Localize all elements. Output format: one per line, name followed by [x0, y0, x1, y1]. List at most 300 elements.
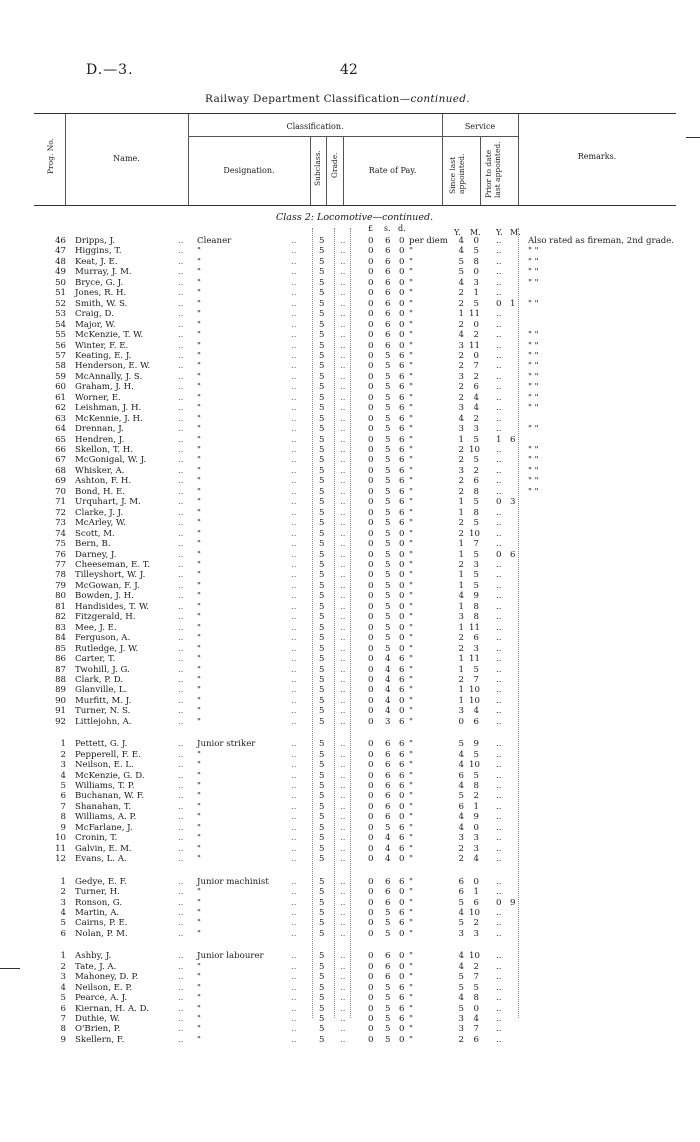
row-name: McArley, W.: [75, 518, 126, 529]
row-designation: ": [197, 833, 201, 844]
row-pay-shillings: 5: [385, 982, 391, 993]
row-pay-shillings: 6: [385, 961, 391, 972]
row-prog-no: 1: [60, 876, 66, 887]
row-service-years: 2: [458, 298, 464, 309]
table-row: [0, 771, 700, 781]
row-pay-shillings: 5: [385, 612, 391, 623]
row-pay-period: ": [409, 413, 413, 424]
row-pay-pence: 6: [399, 445, 405, 455]
row-name: Whisker, A.: [75, 465, 125, 476]
row-designation: Junior labourer: [197, 951, 264, 962]
row-subclass: 5: [319, 887, 325, 897]
row-service-years: 5: [458, 739, 464, 750]
leader-dots: ..: [178, 907, 184, 918]
row-designation: ": [197, 1034, 201, 1045]
row-prior-years: 0: [496, 897, 502, 908]
row-pay-pounds: 0: [368, 559, 374, 570]
leader-dots: ..: [340, 801, 346, 812]
row-service-years: 1: [458, 654, 464, 664]
row-prior-months: 6: [510, 434, 516, 445]
table-row: [0, 351, 700, 361]
row-remarks: " ": [528, 267, 539, 278]
row-designation: ": [197, 497, 201, 508]
row-subclass: 5: [319, 633, 325, 644]
table-row: [0, 529, 700, 539]
leader-dots: ..: [340, 695, 346, 706]
row-pay-shillings: 5: [385, 1014, 391, 1024]
row-subclass: 5: [319, 760, 325, 771]
row-pay-pounds: 0: [368, 319, 374, 330]
row-pay-shillings: 6: [385, 739, 391, 750]
row-pay-shillings: 4: [385, 854, 391, 865]
leader-dots: ..: [340, 298, 346, 309]
row-name: Skellern, F.: [75, 1034, 125, 1045]
row-subclass: 5: [319, 361, 325, 372]
leader-dots: ..: [291, 622, 297, 633]
leader-dots: ..: [340, 539, 346, 549]
table-row: [0, 739, 700, 749]
row-subclass: 5: [319, 664, 325, 675]
row-prior-years: ..: [496, 309, 502, 320]
row-name: Bond, H. E.: [75, 486, 125, 497]
leader-dots: ..: [340, 674, 346, 685]
table-row: [0, 1004, 700, 1014]
row-service-months: 3: [473, 928, 479, 939]
row-pay-period: ": [409, 612, 413, 623]
row-pay-shillings: 5: [385, 434, 391, 445]
table-row: [0, 877, 700, 887]
leader-dots: ..: [178, 330, 184, 340]
row-prog-no: 85: [55, 643, 66, 654]
leader-dots: ..: [178, 812, 184, 823]
leader-dots: ..: [291, 424, 297, 435]
row-prog-no: 11: [55, 843, 66, 854]
row-pay-pence: 6: [399, 716, 405, 727]
row-subclass: 5: [319, 1024, 325, 1035]
leader-dots: ..: [291, 497, 297, 508]
row-name: Keating, E. J.: [75, 350, 132, 361]
row-service-years: 1: [458, 685, 464, 696]
row-prior-years: ..: [496, 1014, 502, 1024]
leader-dots: ..: [178, 267, 184, 278]
leader-dots: ..: [291, 350, 297, 361]
row-prior-years: ..: [496, 1034, 502, 1045]
row-pay-pence: 6: [399, 993, 405, 1004]
row-designation: ": [197, 298, 201, 309]
row-service-months: 10: [469, 445, 480, 455]
page-title-continued: continued.: [410, 93, 470, 105]
row-service-years: 4: [458, 822, 464, 833]
row-prog-no: 4: [60, 770, 66, 781]
row-prior-years: ..: [496, 781, 502, 791]
table-row: [0, 791, 700, 801]
table-row: [0, 706, 700, 716]
row-pay-pence: 0: [399, 706, 405, 717]
row-designation: ": [197, 549, 201, 560]
row-pay-period: per diem: [409, 236, 448, 246]
row-pay-period: ": [409, 309, 413, 320]
row-prog-no: 2: [60, 887, 66, 897]
row-pay-shillings: 5: [385, 570, 391, 581]
row-pay-shillings: 5: [385, 539, 391, 549]
row-subclass: 5: [319, 549, 325, 560]
leader-dots: ..: [291, 392, 297, 403]
row-pay-pounds: 0: [368, 434, 374, 445]
row-prog-no: 91: [55, 706, 66, 717]
row-service-months: 0: [473, 1003, 479, 1014]
leader-dots: ..: [178, 749, 184, 760]
row-pay-pence: 6: [399, 833, 405, 844]
row-pay-shillings: 5: [385, 1034, 391, 1045]
leader-dots: ..: [291, 382, 297, 393]
row-pay-pence: 0: [399, 801, 405, 812]
row-pay-shillings: 5: [385, 601, 391, 612]
row-designation: ": [197, 695, 201, 706]
row-remarks: " ": [528, 277, 539, 288]
row-subclass: 5: [319, 622, 325, 633]
row-subclass: 5: [319, 843, 325, 854]
row-name: Pepperell, F. E.: [75, 749, 141, 760]
leader-dots: ..: [291, 643, 297, 654]
row-pay-shillings: 5: [385, 497, 391, 508]
row-pay-pence: 6: [399, 982, 405, 993]
leader-dots: ..: [178, 674, 184, 685]
row-name: Henderson, E. W.: [75, 361, 151, 372]
row-prior-years: ..: [496, 1003, 502, 1014]
row-name: McAnnally, J. S.: [75, 371, 143, 382]
leader-dots: ..: [291, 465, 297, 476]
table-row: [0, 570, 700, 580]
leader-dots: ..: [178, 340, 184, 351]
unit-years-prior: Y.: [496, 228, 503, 237]
row-subclass: 5: [319, 1034, 325, 1045]
row-subclass: 5: [319, 961, 325, 972]
leader-dots: ..: [291, 580, 297, 591]
row-pay-pence: 6: [399, 674, 405, 685]
row-subclass: 5: [319, 486, 325, 497]
table-row: [0, 908, 700, 918]
table-row: [0, 246, 700, 256]
leader-dots: ..: [340, 361, 346, 372]
row-service-years: 2: [458, 319, 464, 330]
row-prog-no: 88: [55, 674, 66, 685]
row-pay-period: ": [409, 622, 413, 633]
row-designation: ": [197, 897, 201, 908]
row-name: Leishman, J. H.: [75, 403, 142, 414]
table-row: [0, 760, 700, 770]
row-designation: ": [197, 559, 201, 570]
leader-dots: ..: [178, 298, 184, 309]
leader-dots: ..: [178, 961, 184, 972]
row-name: Cheeseman, E. T.: [75, 559, 150, 570]
leader-dots: ..: [178, 876, 184, 887]
row-pay-pounds: 0: [368, 424, 374, 435]
row-service-years: 6: [458, 887, 464, 897]
row-prog-no: 68: [55, 465, 66, 476]
row-pay-pounds: 0: [368, 256, 374, 267]
row-designation: ": [197, 612, 201, 623]
leader-dots: ..: [340, 760, 346, 771]
row-pay-shillings: 5: [385, 361, 391, 372]
row-prior-years: ..: [496, 507, 502, 518]
row-designation: ": [197, 622, 201, 633]
leader-dots: ..: [340, 887, 346, 897]
row-pay-pence: 0: [399, 612, 405, 623]
leader-dots: ..: [291, 685, 297, 696]
row-prior-years: ..: [496, 330, 502, 340]
leader-dots: ..: [178, 897, 184, 908]
row-designation: ": [197, 843, 201, 854]
leader-dots: ..: [340, 770, 346, 781]
leader-dots: ..: [178, 781, 184, 791]
leader-dots: ..: [340, 822, 346, 833]
row-pay-period: ": [409, 476, 413, 487]
row-service-years: 5: [458, 918, 464, 929]
table-row: [0, 341, 700, 351]
row-service-years: 3: [458, 465, 464, 476]
row-pay-shillings: 4: [385, 685, 391, 696]
row-subclass: 5: [319, 918, 325, 929]
row-pay-pence: 6: [399, 739, 405, 750]
row-designation: ": [197, 580, 201, 591]
row-service-years: 3: [458, 706, 464, 717]
row-service-years: 1: [458, 507, 464, 518]
row-pay-period: ": [409, 654, 413, 664]
row-service-months: 8: [473, 601, 479, 612]
leader-dots: ..: [340, 277, 346, 288]
row-service-months: 10: [469, 907, 480, 918]
table-row: [0, 424, 700, 434]
row-prog-no: 63: [55, 413, 66, 424]
leader-dots: ..: [340, 622, 346, 633]
row-service-years: 2: [458, 445, 464, 455]
row-service-years: 5: [458, 256, 464, 267]
leader-dots: ..: [340, 897, 346, 908]
row-pay-pence: 0: [399, 695, 405, 706]
row-designation: Junior machinist: [197, 876, 269, 887]
table-row: [0, 435, 700, 445]
row-pay-pence: 0: [399, 887, 405, 897]
leader-dots: ..: [340, 455, 346, 466]
row-pay-pence: 6: [399, 455, 405, 466]
row-service-months: 6: [473, 633, 479, 644]
row-pay-pounds: 0: [368, 781, 374, 791]
row-name: Murray, J. M.: [75, 267, 132, 278]
row-subclass: 5: [319, 993, 325, 1004]
row-prog-no: 2: [60, 961, 66, 972]
leader-dots: ..: [340, 1034, 346, 1045]
row-subclass: 5: [319, 298, 325, 309]
row-pay-pounds: 0: [368, 633, 374, 644]
table-row: [0, 802, 700, 812]
table-row: [0, 278, 700, 288]
row-designation: ": [197, 256, 201, 267]
row-designation: ": [197, 801, 201, 812]
row-pay-shillings: 6: [385, 897, 391, 908]
leader-dots: ..: [291, 591, 297, 602]
row-prog-no: 83: [55, 622, 66, 633]
row-service-years: 3: [458, 1024, 464, 1035]
leader-dots: ..: [340, 319, 346, 330]
leader-dots: ..: [291, 330, 297, 340]
row-pay-shillings: 6: [385, 801, 391, 812]
leader-dots: ..: [340, 559, 346, 570]
row-pay-shillings: 4: [385, 664, 391, 675]
row-designation: ": [197, 413, 201, 424]
row-service-years: 5: [458, 897, 464, 908]
row-name: Bryce, G. J.: [75, 277, 124, 288]
row-subclass: 5: [319, 403, 325, 414]
row-subclass: 5: [319, 791, 325, 802]
row-pay-period: ": [409, 674, 413, 685]
row-pay-period: ": [409, 539, 413, 549]
leader-dots: ..: [178, 664, 184, 675]
row-prior-years: ..: [496, 246, 502, 257]
row-service-months: 10: [469, 695, 480, 706]
row-service-months: 8: [473, 993, 479, 1004]
leader-dots: ..: [178, 833, 184, 844]
row-pay-pounds: 0: [368, 972, 374, 983]
row-pay-period: ": [409, 918, 413, 929]
row-pay-pence: 0: [399, 601, 405, 612]
row-service-months: 4: [473, 403, 479, 414]
leader-dots: ..: [291, 1034, 297, 1045]
row-prior-years: ..: [496, 486, 502, 497]
row-service-years: 5: [458, 791, 464, 802]
row-pay-period: ": [409, 361, 413, 372]
leader-dots: ..: [291, 739, 297, 750]
row-pay-shillings: 5: [385, 507, 391, 518]
row-pay-pence: 6: [399, 403, 405, 414]
leader-dots: ..: [340, 749, 346, 760]
leader-dots: ..: [291, 781, 297, 791]
row-name: Ashton, F. H.: [75, 476, 132, 487]
row-name: McGonigal, W. J.: [75, 455, 147, 466]
row-service-years: 1: [458, 539, 464, 549]
table-row: [0, 320, 700, 330]
row-prog-no: 47: [55, 246, 66, 257]
column-divider: [480, 136, 481, 205]
row-subclass: 5: [319, 612, 325, 623]
row-service-years: 5: [458, 982, 464, 993]
row-designation: ": [197, 309, 201, 320]
row-service-years: 2: [458, 486, 464, 497]
row-designation: ": [197, 812, 201, 823]
row-subclass: 5: [319, 801, 325, 812]
row-pay-pence: 6: [399, 1003, 405, 1014]
leader-dots: ..: [178, 706, 184, 717]
row-name: Neilson, E. L.: [75, 760, 134, 771]
leader-dots: ..: [178, 612, 184, 623]
row-subclass: 5: [319, 413, 325, 424]
leader-dots: ..: [340, 876, 346, 887]
row-pay-pounds: 0: [368, 371, 374, 382]
row-pay-pounds: 0: [368, 497, 374, 508]
row-pay-pounds: 0: [368, 246, 374, 257]
row-service-months: 5: [473, 982, 479, 993]
leader-dots: ..: [178, 993, 184, 1004]
row-pay-pence: 0: [399, 267, 405, 278]
row-subclass: 5: [319, 781, 325, 791]
row-pay-pounds: 0: [368, 392, 374, 403]
row-subclass: 5: [319, 319, 325, 330]
row-pay-shillings: 5: [385, 622, 391, 633]
row-pay-shillings: 3: [385, 716, 391, 727]
row-service-months: 5: [473, 770, 479, 781]
row-pay-shillings: 6: [385, 256, 391, 267]
leader-dots: ..: [291, 413, 297, 424]
leader-dots: ..: [178, 739, 184, 750]
row-pay-period: ": [409, 256, 413, 267]
leader-dots: ..: [178, 791, 184, 802]
row-pay-pounds: 0: [368, 591, 374, 602]
row-subclass: 5: [319, 434, 325, 445]
leader-dots: ..: [291, 559, 297, 570]
row-pay-period: ": [409, 982, 413, 993]
table-row: [0, 951, 700, 961]
row-remarks: " ": [528, 465, 539, 476]
row-prog-no: 69: [55, 476, 66, 487]
row-service-months: 4: [473, 1014, 479, 1024]
row-prior-years: ..: [496, 403, 502, 414]
row-subclass: 5: [319, 518, 325, 529]
row-prog-no: 65: [55, 434, 66, 445]
row-prior-years: ..: [496, 674, 502, 685]
leader-dots: ..: [178, 507, 184, 518]
row-designation: ": [197, 267, 201, 278]
row-pay-pounds: 0: [368, 822, 374, 833]
row-designation: ": [197, 371, 201, 382]
leader-dots: ..: [178, 685, 184, 696]
row-pay-pence: 6: [399, 507, 405, 518]
row-pay-pounds: 0: [368, 706, 374, 717]
row-pay-period: ": [409, 288, 413, 299]
row-pay-period: ": [409, 528, 413, 539]
row-service-months: 10: [469, 528, 480, 539]
row-service-months: 0: [473, 319, 479, 330]
row-subclass: 5: [319, 749, 325, 760]
leader-dots: ..: [340, 993, 346, 1004]
row-designation: ": [197, 246, 201, 257]
row-name: Smith, W. S.: [75, 298, 128, 309]
row-prog-no: 57: [55, 350, 66, 361]
leader-dots: ..: [340, 1003, 346, 1014]
row-pay-pounds: 0: [368, 476, 374, 487]
row-prior-years: ..: [496, 854, 502, 865]
row-prog-no: 5: [60, 993, 66, 1004]
row-designation: ": [197, 918, 201, 929]
row-pay-pounds: 0: [368, 843, 374, 854]
row-prior-years: ..: [496, 518, 502, 529]
row-designation: ": [197, 507, 201, 518]
row-designation: ": [197, 716, 201, 727]
row-pay-pounds: 0: [368, 1003, 374, 1014]
row-name: Scott, M.: [75, 528, 115, 539]
row-subclass: 5: [319, 350, 325, 361]
row-subclass: 5: [319, 465, 325, 476]
row-name: Evans, L. A.: [75, 854, 127, 865]
row-service-years: 4: [458, 591, 464, 602]
row-service-years: 4: [458, 749, 464, 760]
row-service-years: 2: [458, 361, 464, 372]
row-subclass: 5: [319, 897, 325, 908]
table-row: [0, 267, 700, 277]
row-prog-no: 1: [60, 739, 66, 750]
row-name: Duthie, W.: [75, 1014, 120, 1024]
table-row: [0, 591, 700, 601]
row-service-months: 9: [473, 591, 479, 602]
table-row: [0, 612, 700, 622]
